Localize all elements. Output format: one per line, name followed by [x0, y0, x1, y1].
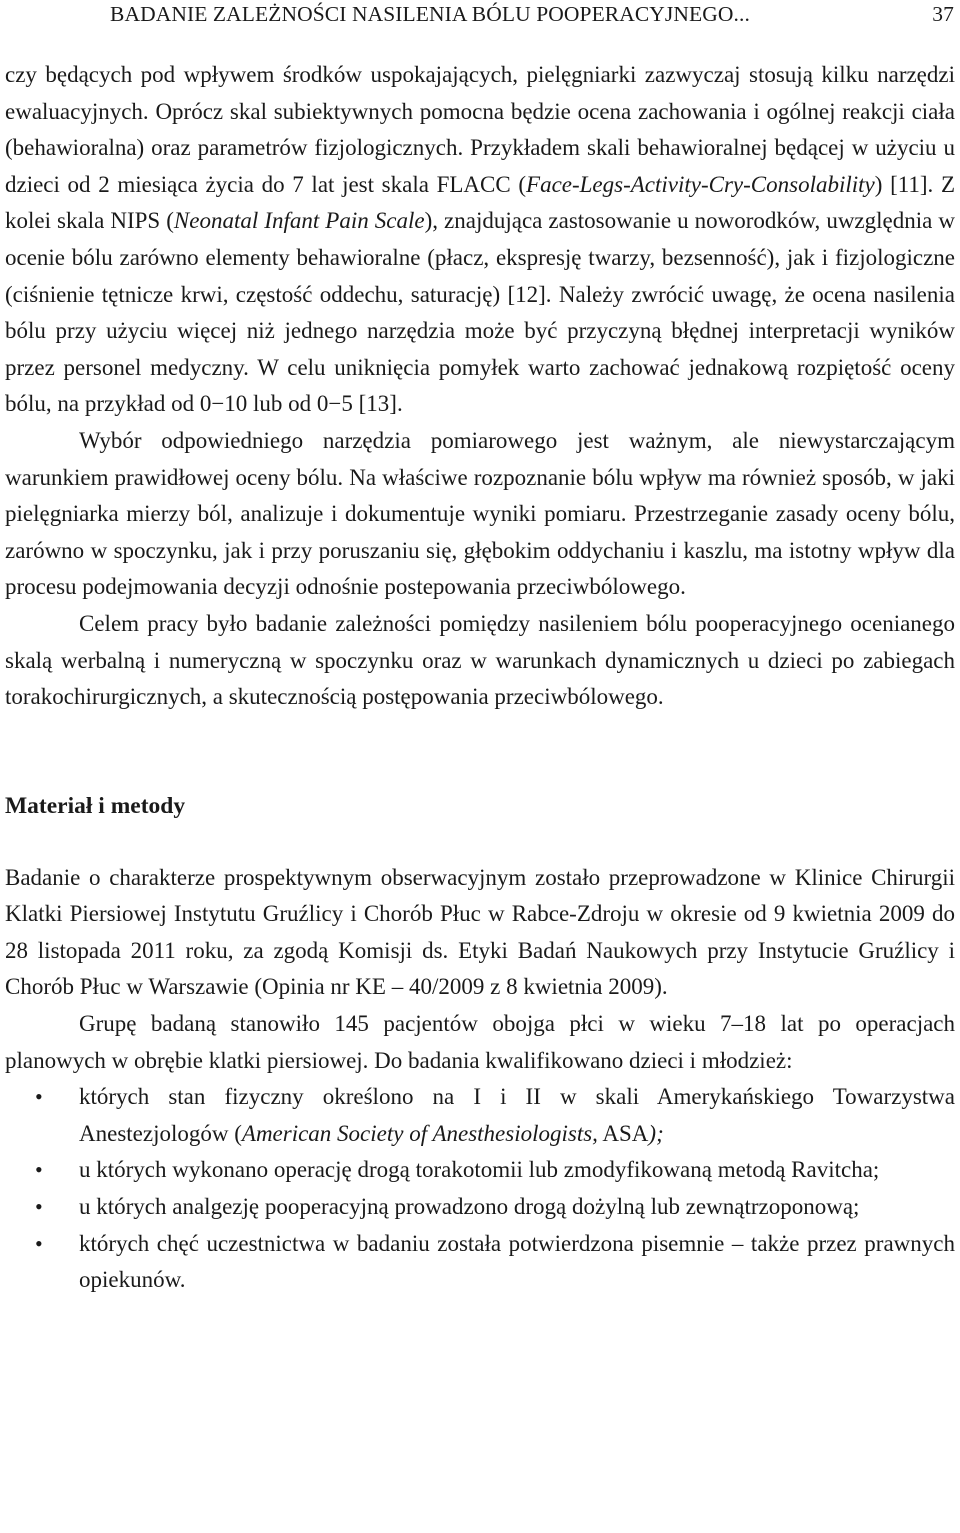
- aim-paragraph: Celem pracy było badanie zależności pomiędzy nasileniem bólu pooperacyjnego ocenianego skalą werbalną i numeryczną w spoczynku oraz w warunkach dynamicznych u dzieci po zabiegach torakochirurgicznych, a skutecznością postępowania przeciwbólowego.: [5, 610, 955, 710]
- bullet-icon: •: [35, 1157, 43, 1183]
- criterion-text: których chęć uczestnictwa w badaniu została potwierdzona pisemnie – także przez prawnych opiekunów.: [79, 1230, 955, 1293]
- list-item: [5, 1189, 955, 1226]
- intro-paragraph-2: Wybór odpowiedniego narzędzia pomiarowego jest ważnym, ale niewystarczającym warunkiem prawidłowej oceny bólu. Na właściwe rozpoznanie bólu wpływ ma również sposób, w jaki pielęgniarka mierzy ból, analizuje i dokumentuje wyniki pomiaru. Przestrzeganie zasady oceny bólu, zarówno w spoczynku, jak i przy poruszaniu się, głębokim oddychaniu i kaszlu, ma istotny wpływ dla procesu podejmowania decyzji odnośnie postepowania przeciwbólowego.: [5, 427, 955, 600]
- criterion-end: );: [648, 1120, 664, 1146]
- list-item: [5, 1152, 955, 1189]
- body-text: [5, 57, 955, 1299]
- list-item: [5, 1079, 955, 1152]
- flacc-text: Przykładem skali behawioralnej będącej w użyciu u dzieci od 2 miesiąca życia do 7 lat jest skala FLACC (: [5, 135, 955, 197]
- methods-paragraph-2: Grupę badaną stanowiło 145 pacjentów obojga płci w wieku 7–18 lat po operacjach planowych w obrębie klatki piersiowej. Do badania kwalifikowano dzieci i młodzież:: [5, 1011, 955, 1073]
- bullet-icon: •: [35, 1084, 43, 1110]
- inclusion-criteria-list: [5, 1079, 955, 1299]
- intro-paragraph-1: [5, 57, 955, 423]
- methods-paragraph-1: Badanie o charakterze prospektywnym obserwacyjnym zostało przeprowadzone w Klinice Chirurgii Klatki Piersiowej Instytutu Gruźlicy i Chorób Płuc w Rabce-Zdroju w okresie od 9 kwietnia 2009 do 28 listopada 2011 roku, za zgodą Komisji ds. Etyki Badań Naukowych przy Instytucie Gruźlicy i Chorób Płuc w Warszawie (Opinia nr KE – 40/2009 z 8 kwietnia 2009).: [5, 864, 955, 1000]
- running-header: [110, 2, 954, 32]
- section-heading-methods: Materiał i metody: [5, 792, 186, 819]
- nips-text: ) [11]. Z kolei skala NIPS (: [5, 171, 955, 234]
- bullet-icon: •: [35, 1194, 43, 1220]
- bullet-icon: •: [35, 1230, 43, 1256]
- nips-desc: ), znajdująca zastosowanie u noworodków, uwzględnia w ocenie bólu zarówno elementy behawioralne (płacz, ekspresję twarzy, bezsenność), jak i fizjologiczne (ciśnienie tętnicze krwi, częstość oddechu, saturację) [12].: [5, 208, 955, 307]
- criterion-text: których stan fizyczny określono na I i II w skali Amerykańskiego Towarzystwa Anestezjologów (: [79, 1084, 955, 1146]
- page-number: 37: [932, 2, 954, 26]
- heading-spacer: [5, 824, 955, 860]
- criterion-abbr: ASA: [597, 1120, 649, 1146]
- nips-term: Neonatal Infant Pain Scale: [173, 208, 425, 234]
- criterion-term: American Society of Anesthesiologists,: [241, 1120, 598, 1146]
- flacc-term: Face-Legs-Activity-Cry-Consolability: [526, 171, 875, 197]
- running-title: BADANIE ZALEŻNOŚCI NASILENIA BÓLU POOPERACYJNEGO...: [110, 2, 750, 26]
- criterion-text: u których analgezję pooperacyjną prowadzono drogą dożylną lub zewnątrzoponową;: [79, 1194, 860, 1220]
- list-item: [5, 1226, 955, 1299]
- criterion-text: u których wykonano operację drogą torakotomii lub zmodyfikowaną metodą Ravitcha;: [79, 1157, 880, 1183]
- intro-text-a: czy będących pod wpływem środków uspokajających, pielęgniarki zazwyczaj stosują kilku narzędzi ewaluacyjnych. Oprócz skal subiektywnych pomocna będzie ocena zachowania i ogólnej reakcji ciała (behawioralna) oraz parametrów fizjologicznych.: [5, 62, 955, 161]
- section-spacer: [5, 716, 955, 788]
- intro-text-e: Należy zwrócić uwagę, że ocena nasilenia bólu przy użyciu więcej niż jednego narzędzia może być przyczyną błędnej interpretacji wyników przez personel medyczny. W celu uniknięcia pomyłek warto zachować jednakową rozpiętość oceny bólu, na przykład od 0−10 lub od 0−5 [13].: [5, 281, 955, 417]
